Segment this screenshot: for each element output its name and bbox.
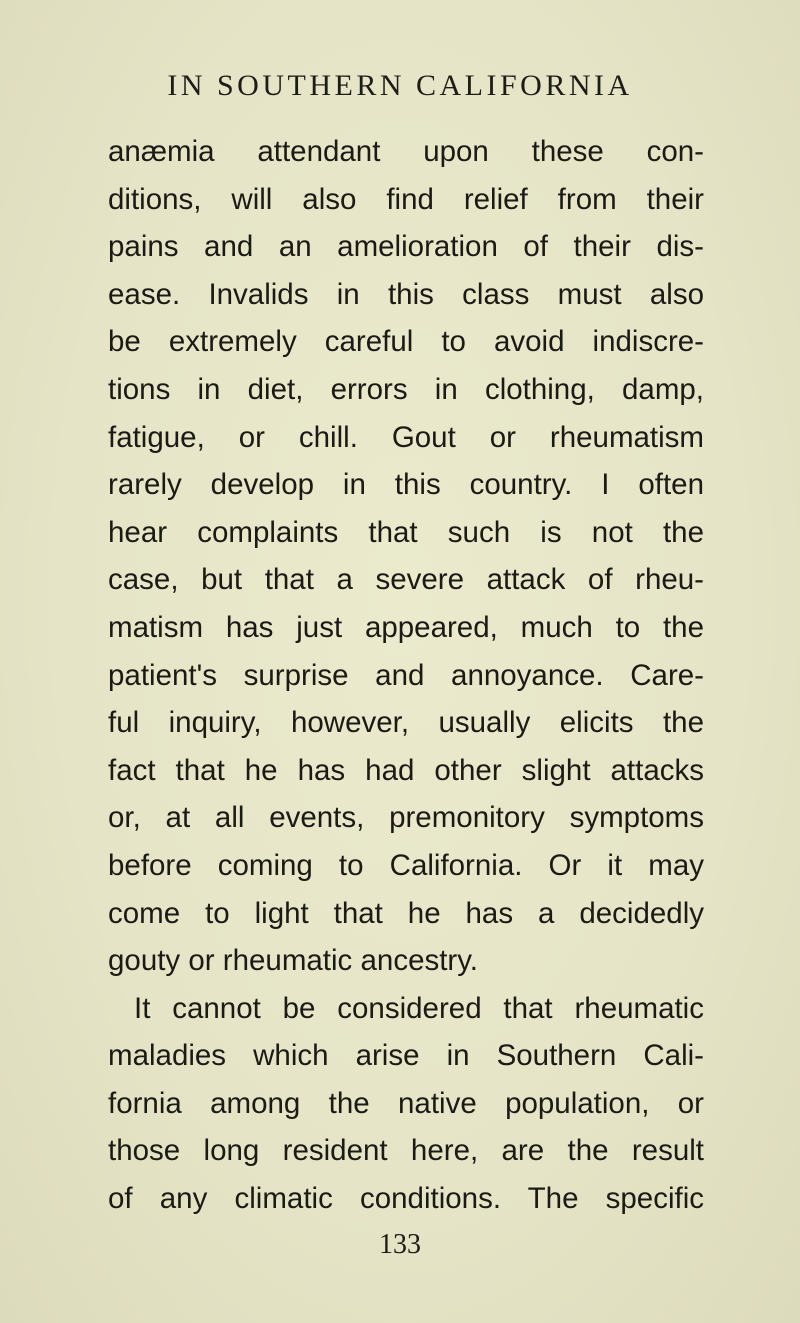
text-line: come to light that he has a decidedly xyxy=(108,896,704,930)
text-line: ditions, will also find relief from their xyxy=(108,182,704,216)
text-line: fact that he has had other slight attacks xyxy=(108,753,704,787)
text-line: patient's surprise and annoyance. Care- xyxy=(108,658,704,692)
text-line: fornia among the native population, or xyxy=(108,1086,704,1120)
text-line: rarely develop in this country. I often xyxy=(108,468,704,502)
text-line: anæmia attendant upon these con- xyxy=(108,135,704,168)
text-line: case, but that a severe attack of rheu- xyxy=(108,563,704,597)
text-line: maladies which arise in Southern Cali- xyxy=(108,1039,704,1073)
page-number: 133 xyxy=(379,1229,421,1260)
text-line: tions in diet, errors in clothing, damp, xyxy=(108,372,704,406)
text-line: before coming to California. Or it may xyxy=(108,848,704,882)
body-text xyxy=(108,128,704,1223)
text-line: pains and an amelioration of their dis- xyxy=(108,230,704,264)
running-head: IN SOUTHERN CALIFORNIA xyxy=(167,69,633,102)
text-line: It cannot be considered that rheumatic xyxy=(134,991,704,1025)
text-line: ease. Invalids in this class must also xyxy=(108,277,704,311)
text-line: those long resident here, are the result xyxy=(108,1134,704,1168)
text-line: fatigue, or chill. Gout or rheumatism xyxy=(108,420,704,454)
text-line: of any climatic conditions. The specific xyxy=(108,1182,704,1216)
text-line: or, at all events, premonitory symptoms xyxy=(108,801,704,835)
text-line: ful inquiry, however, usually elicits the xyxy=(108,706,704,740)
text-line: matism has just appeared, much to the xyxy=(108,610,704,644)
text-line: hear complaints that such is not the xyxy=(108,515,704,549)
text-line: gouty or rheumatic ancestry. xyxy=(108,944,479,978)
text-line: be extremely careful to avoid indiscre- xyxy=(108,325,704,359)
